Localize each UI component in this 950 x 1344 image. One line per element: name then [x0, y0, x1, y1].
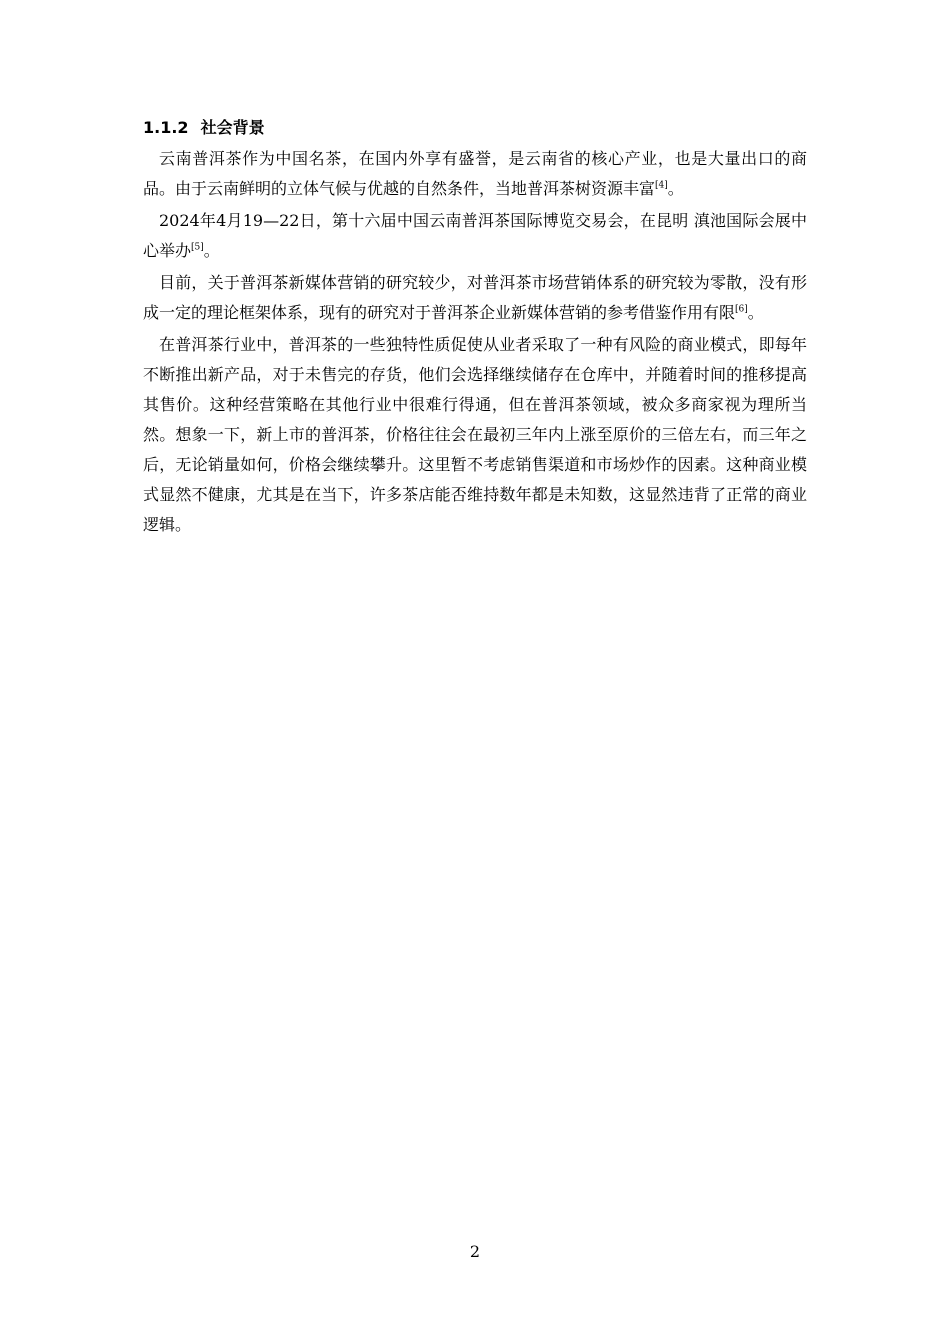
paragraph-2 — [143, 206, 807, 266]
paragraph-text: 云南普洱茶作为中国名茶，在国内外享有盛誉，是云南省的核心产业，也是大量出口的商品。由于云南鲜明的立体气候与优越的自然条件，当地普洱茶树资源丰富 — [143, 149, 807, 198]
paragraph-end: 。 — [667, 179, 684, 198]
paragraph-end: 。 — [747, 303, 764, 322]
paragraph-text: 目前，关于普洱茶新媒体营销的研究较少，对普洱茶市场营销体系的研究较为零散，没有形成一定的理论框架体系，现有的研究对于普洱茶企业新媒体营销的参考借鉴作用有限 — [143, 273, 807, 322]
page-content — [143, 116, 807, 542]
citation-ref: [4] — [655, 180, 668, 191]
paragraph-4 — [143, 330, 807, 540]
citation-ref: [6] — [735, 304, 748, 315]
page-number: 2 — [469, 1242, 481, 1261]
section-heading — [143, 116, 807, 140]
paragraph-1 — [143, 144, 807, 204]
section-title: 社会背景 — [200, 118, 265, 137]
section-number: 1.1.2 — [143, 118, 189, 137]
paragraph-end: 。 — [203, 241, 220, 260]
paragraph-3 — [143, 268, 807, 328]
paragraph-text: 在普洱茶行业中，普洱茶的一些独特性质促使从业者采取了一种有风险的商业模式，即每年不断推出新产品，对于未售完的存货，他们会选择继续储存在仓库中，并随着时间的推移提高其售价。这种经营策略在其他行业中很难行得通，但在普洱茶领域，被众多商家视为理所当然。想象一下，新上市的普洱茶，价格往往会在最初三年内上涨至原价的三倍左右，而三年之后，无论销量如何，价格会继续攀升。这里暂不考虑销售渠道和市场炒作的因素。这种商业模式显然不健康，尤其是在当下，许多茶店能否维持数年都是未知数，这显然违背了正常的商业逻辑。 — [143, 335, 807, 534]
citation-ref: [5] — [191, 242, 204, 253]
paragraph-text: 2024年4月19—22日，第十六届中国云南普洱茶国际博览交易会，在昆明 滇池国际会展中心举办 — [143, 211, 807, 260]
